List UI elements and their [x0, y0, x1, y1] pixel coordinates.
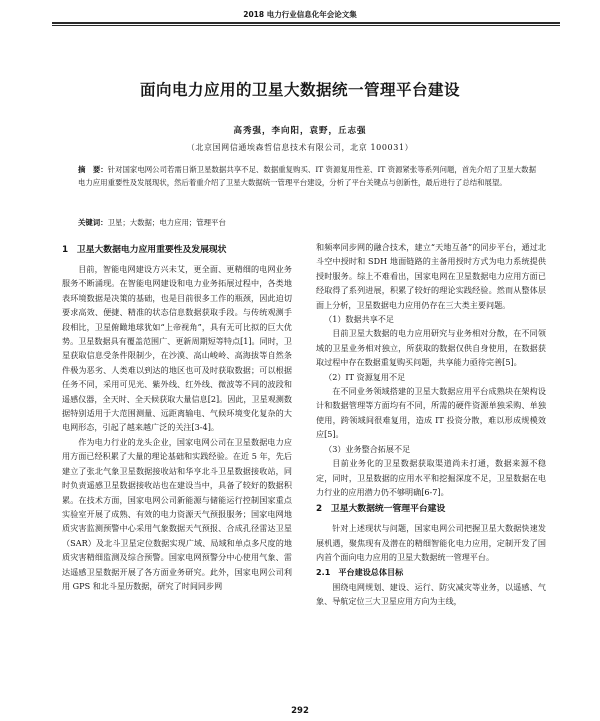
- section-1-heading: 1 卫星大数据电力应用重要性及发展现状: [62, 245, 227, 255]
- keywords-label: 关键词：: [78, 218, 108, 227]
- header-rule: [52, 22, 560, 24]
- paragraph: 在不同业务领域搭建的卫星大数据应用平台成熟块在架构设计和数据管理等方面均有不同，所需的硬件资源单独采购、单独使用，跨领域间很难复用，造成 IT 投资分散，难以形成规模效应[5]。: [316, 386, 546, 440]
- paper-affiliation: （北京国网信通埃森哲信息技术有限公司，北京 100031）: [186, 143, 414, 152]
- section-2-1-heading: 2.1 平台建设总体目标: [316, 566, 404, 577]
- paper-title: 面向电力应用的卫星大数据统一管理平台建设: [139, 81, 460, 99]
- abstract-block: [78, 163, 536, 189]
- paragraph: 针对上述现状与问题，国家电网公司把握卫星大数据快速发展机遇，聚焦现有及潜在的精细智能化电力应用，定制开发了国内首个面向电力应用的卫星大数据统一管理平台。: [316, 523, 546, 563]
- running-header: 2018 电力行业信息化年会论文集: [243, 10, 357, 19]
- paper-authors: 高秀强，李向阳，袁野，丘志强: [233, 126, 367, 136]
- section-2-heading: 2 卫星大数据统一管理平台建设: [316, 504, 446, 515]
- paragraph: 目前卫星大数据的电力应用研究与业务相对分散，在不同领域的卫星业务相对独立，所获取的数据仅供自身使用，在数据获取过程中存在数据重复购买问题，共享能力亟待完善[5]。: [316, 328, 546, 368]
- subheading-it-reuse: （2）IT 资源复用不足: [324, 371, 406, 382]
- right-column: [316, 240, 546, 608]
- abstract-label: 摘 要：: [78, 165, 108, 174]
- paragraph: 目前业务化的卫星数据获取渠道尚未打通，数据来源不稳定，同时，卫星数据的应用水平和挖掘深度不足，卫星数据在电力行业的应用潜力仍不够明确[6-7]。: [316, 458, 546, 497]
- subheading-data-sharing: （1）数据共享不足: [324, 314, 394, 325]
- page-number: 292: [291, 706, 309, 716]
- header-rule-thin: [52, 25, 560, 26]
- paragraph: 目前，智能电网建设方兴未艾，更全面、更精细的电网业务服务不断涌现。在智能电网建设和电力业务拓展过程中，各类地表环境数据是决策的基础，也是目前很多工作的瓶颈，因此迫切要求高效、便捷、精准的状态信息数据获取手段。与传统观测手段相比，卫星俯瞰地球犹如“上帝视角”，具有无可比拟的巨大优势。卫星数据具有覆盖范围广、更新周期短等特点[1]。同时，卫星获取信息受条件限制少，在沙漠、高山峻岭、高海拔等自然条件极为恶劣、人类难以到达的地区也可及时获取数据；可以根据任务不同，采用可见光、紫外线、红外线、微波等不同的波段和遥感仪器，全天时、全天候获取大量信息[2]。因此，卫星观测数据特别适用于大范围测量、远距离输电、气候环境变化复杂的大电网形态，引起了越来越广泛的关注[3-4]。: [62, 264, 292, 433]
- left-column: [62, 240, 292, 593]
- subheading-business-expansion: （3）业务整合拓展不足: [324, 443, 411, 454]
- abstract-text: 针对国家电网公司若需日渐卫星数据共享不足、数据重复购买、IT 资源复用性差、IT 资源紧张等系列问题，首先介绍了卫星大数据电力应用重要性及发展现状，然后着重介绍了卫星大数据统一管理平台建设，分析了平台关键点与创新性，最后进行了总结和展望。: [78, 165, 536, 187]
- paragraph: 作为电力行业的龙头企业，国家电网公司在卫星数据电力应用方面已经积累了大量的理论基础和实践经验。在近 5 年，先后建立了张北气象卫星数据接收站和华亨北斗卫星数据接收站，同时负责遥感卫星数据接收站也在建设当中，具备了较好的数据积累。在技术方面，国家电网公司新能源与储能运行控制国家重点实验室开展了成熟、有效的电力资源天气预报服务；国家电网地质灾害监测预警中心采用气象数据天气预报、合成孔径雷达卫星（SAR）及北斗卫星定位数据实现广域、局域和单点多尺度的地质灾害精细监测及综合预警。国家电网预警分中心使用气象、雷达遥感卫星数据开展了各方面业务研究。此外，国家电网公司利用 GPS 和北斗星历数据，研究了时间同步网: [62, 436, 292, 591]
- paragraph: 围绕电网规划、建设、运行、防灾减灾等业务，以遥感、气象、导航定位三大卫星应用方向为主线，: [316, 581, 546, 606]
- keywords-text: 卫星；大数据；电力应用；管理平台: [107, 218, 226, 227]
- paragraph: 和频率同步网的融合技术，建立“天地互备”的同步平台，通过北斗空中授时和 SDH 地面链路的主备用授时方式为电力系统提供授时服务。综上不难看出，国家电网在卫星数据电力应用方面已经取得了系列进展，积累了较好的理论实践经验。然而从整体层面上分析，卫星数据电力应用仍存在三大类主要问题。: [316, 242, 546, 310]
- keywords-block: [78, 216, 536, 229]
